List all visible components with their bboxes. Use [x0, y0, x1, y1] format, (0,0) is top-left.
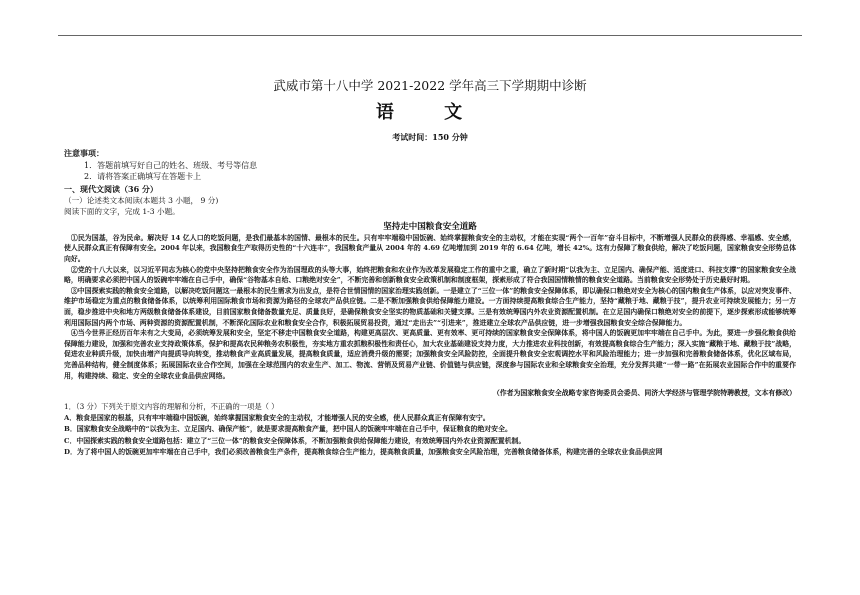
- article-source: （作者为国家粮食安全战略专家咨询委员会委员、同济大学经济与管理学院特聘教授，文本有修改）: [492, 389, 796, 398]
- question-option-c: C．中国探索实践的粮食安全道路包括：建立了“三位一体”的粮食安全保障体系，不断加强粮食供给保障能力建设，有效统筹国内外农业资源配置机制。: [64, 436, 526, 445]
- notice-item: 1．答题前填写好自己的姓名、班级、考号等信息: [84, 160, 258, 170]
- section-title: 一、现代文阅读（36 分）: [64, 183, 158, 194]
- article-title: 坚持走中国粮食安全道路: [383, 221, 477, 232]
- question-stem: 1．（3 分）下列关于原文内容的理解和分析，不正确的一项是（ ）: [64, 402, 279, 412]
- header-rule: [58, 35, 802, 36]
- exam-title: 武威市第十八中学 2021-2022 学年高三下学期期中诊断: [273, 78, 587, 93]
- question-option-d: D．为了将中国人的饭碗更加牢牢端在自己手中，我们必须改善粮食生产条件，提高粮食综合生产能力，提高粮食质量，加强粮食安全风险治理，完善粮食储备体系，构建完善的全球农业食品供应网: [64, 448, 663, 457]
- notice-item: 2．请将答案正确填写在答题卡上: [84, 172, 202, 182]
- article-paragraph: ④当今世界正经历百年未有之大变局，必须统筹发展和安全，坚定不移走中国粮食安全道路，构建更高层次、更高质量、更有效率、更可持续的国家粮食安全保障体系，将中国人的饭碗更加牢牢端在自己手中。为此，要进一步强化粮食供给保障能力建设，加强和完善农业支持政策体系，保护和提高农民种粮务农积极性，夯实地方重农抓粮积极性和责任心，加大农业基础建设支持力度，大力推进农业科技创新，有效提高粮食综合生产能力；深入实施“藏粮于地、藏粮于技”战略，促进农业种质升级，加快由增产向提质导向转变，推动粮食产业高质量发展，提高粮食质量，适应消费升级的需要；加强粮食安全风险防控，全面提升粮食安全宏观调控水平和风险治理能力；进一步加强和完善粮食储备体系，优化区域布局，完善品种结构，健全制度体系；拓展国际农业合作空间，加强在全球范围内的农业生产、加工、物流、营销及贸易产业链、价值链与供应链，深度参与国际农业和全球粮食安全治理，充分发挥共建“一带一路”在拓展农业国际合作中的重要作用，构建持续、稳定、安全的全球农业食品供应网络。: [64, 329, 796, 380]
- question-option-a: A．粮食是国家的根基，只有牢牢端稳中国饭碗，始终掌握国家粮食安全的主动权，才能增强人民的安全感，使人民群众真正有保障有安宁。: [64, 413, 490, 422]
- article-paragraph: ③中国探索实践的粮食安全道路，以解决吃饭问题这一最根本的民生需求为出发点，是符合世情国情的国家治理实践创新。一是建立了“三位一体”的粮食安全保障体系，即以确保口粮绝对安全为核心的国内粮食生产体系，以应对突发事件、维护市场稳定为重点的粮食储备体系，以统筹利用国际粮食市场和资源为路径的全球农产品供应链。二是不断加强粮食供给保障能力建设。一方面持续提高粮食综合生产能力，坚持“藏粮于地、藏粮于技”，提升农业可持续发展能力；另一方面，稳步推进中央和地方两级粮食储备体系建设，目前国家粮食储备数量充足、质量良好，是确保粮食安全坚实的物质基础和关键支撑。三是有效统筹国内外农业资源配置机制。在立足国内确保口粮绝对安全的前提下，逐步探索形成能够统筹利用国际国内两个市场、两种资源的资源配置机制，不断深化国际农业和粮食安全合作，积极拓展贸易投资，通过“走出去”“引进来”，推进建立全球农产品供应链，进一步增强我国粮食安全综合保障能力。: [64, 286, 796, 327]
- exam-time: 考试时间：150 分钟: [392, 132, 468, 142]
- page-content: [64, 78, 796, 459]
- question-option-b: B．国家粮食安全战略中的“以我为主、立足国内、确保产能”，就是要求提高粮食产量，把中国人的饭碗牢牢端在自己手中，保证粮食的绝对安全。: [64, 425, 512, 434]
- article-paragraph: ①民为国基，谷为民命。解决好 14 亿人口的吃饭问题，是我们最基本的国情、最根本的民生。只有牢牢端稳中国饭碗、始终掌握粮食安全的主动权，才能在实现“两个一百年”奋斗目标中，不断增强人民群众的获得感、幸福感、安全感，使人民群众真正有保障有安全。2004 年以来，我国粮食生产取得历史性的“十六连丰”，我国粮食产量从 2004 年的 4.69 亿吨增加到 2019 年的 6.64 亿吨，增长 42%。这有力保障了粮食供给，解决了吃饭问题，国家粮食安全形势总体向好。: [64, 233, 796, 263]
- article-paragraph: ②党的十八大以来，以习近平同志为核心的党中央坚持把粮食安全作为治国理政的头等大事，始终把粮食和农业作为改革发展稳定工作的重中之重，确立了新时期“以我为主、立足国内、确保产能、适度进口、科技支撑”的国家粮食安全战略，明确要求必须把中国人的饭碗牢牢端在自己手中，确保“谷物基本自给、口粮绝对安全”，不断完善和创新粮食安全政策机制和制度框架，探索形成了符合我国国情粮情的粮食安全道路。当前粮食安全形势处于历史最好时期。: [64, 265, 796, 285]
- reading-instruction: 阅读下面的文字，完成 1-3 小题。: [64, 207, 180, 217]
- section-subtitle: （一）论述类文本阅读(本题共 3 小题， 9 分): [64, 195, 219, 205]
- subject-title: 语 文: [375, 102, 485, 123]
- notice-block: [64, 148, 796, 183]
- notice-title: 注意事项：: [64, 148, 104, 158]
